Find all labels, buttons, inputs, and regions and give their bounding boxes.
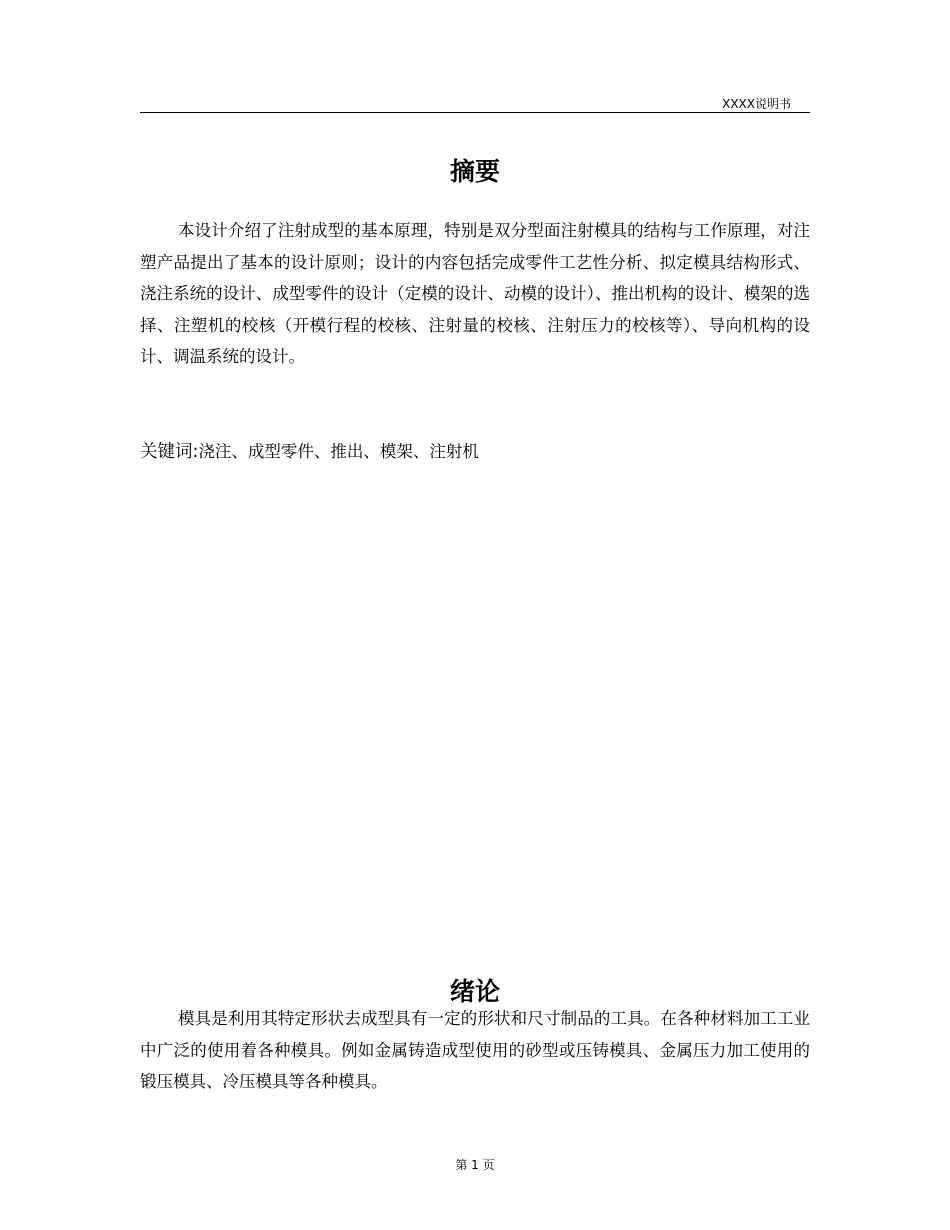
introduction-paragraph: 模具是利用其特定形状去成型具有一定的形状和尺寸制品的工具。在各种材料加工工业中广泛的使用着各种模具。例如金属铸造成型使用的砂型或压铸模具、金属压力加工使用的锻压模具、冷压模具等各种模具。 <box>140 1009 810 1091</box>
introduction-title: 绪论 <box>449 977 500 1006</box>
running-header: XXXX说明书 <box>722 97 791 111</box>
abstract-title: 摘要 <box>449 157 500 186</box>
abstract-paragraph: 本设计介绍了注射成型的基本原理，特别是双分型面注射模具的结构与工作原理，对注塑产品提出了基本的设计原则；设计的内容包括完成零件工艺性分析、拟定模具结构形式、浇注系统的设计、成型零件的设计（定模的设计、动模的设计）、推出机构的设计、模架的选择、注塑机的校核（开模行程的校核、注射量的校核、注射压力的校核等）、导向机构的设计、调温系统的设计。 <box>140 221 810 366</box>
page-number: 第 1 页 <box>455 1158 495 1172</box>
keywords-line <box>140 438 810 466</box>
header-divider <box>140 112 810 113</box>
keywords-label: 关键词: <box>140 442 199 462</box>
keywords-value: 浇注、成型零件、推出、模架、注射机 <box>198 442 479 461</box>
